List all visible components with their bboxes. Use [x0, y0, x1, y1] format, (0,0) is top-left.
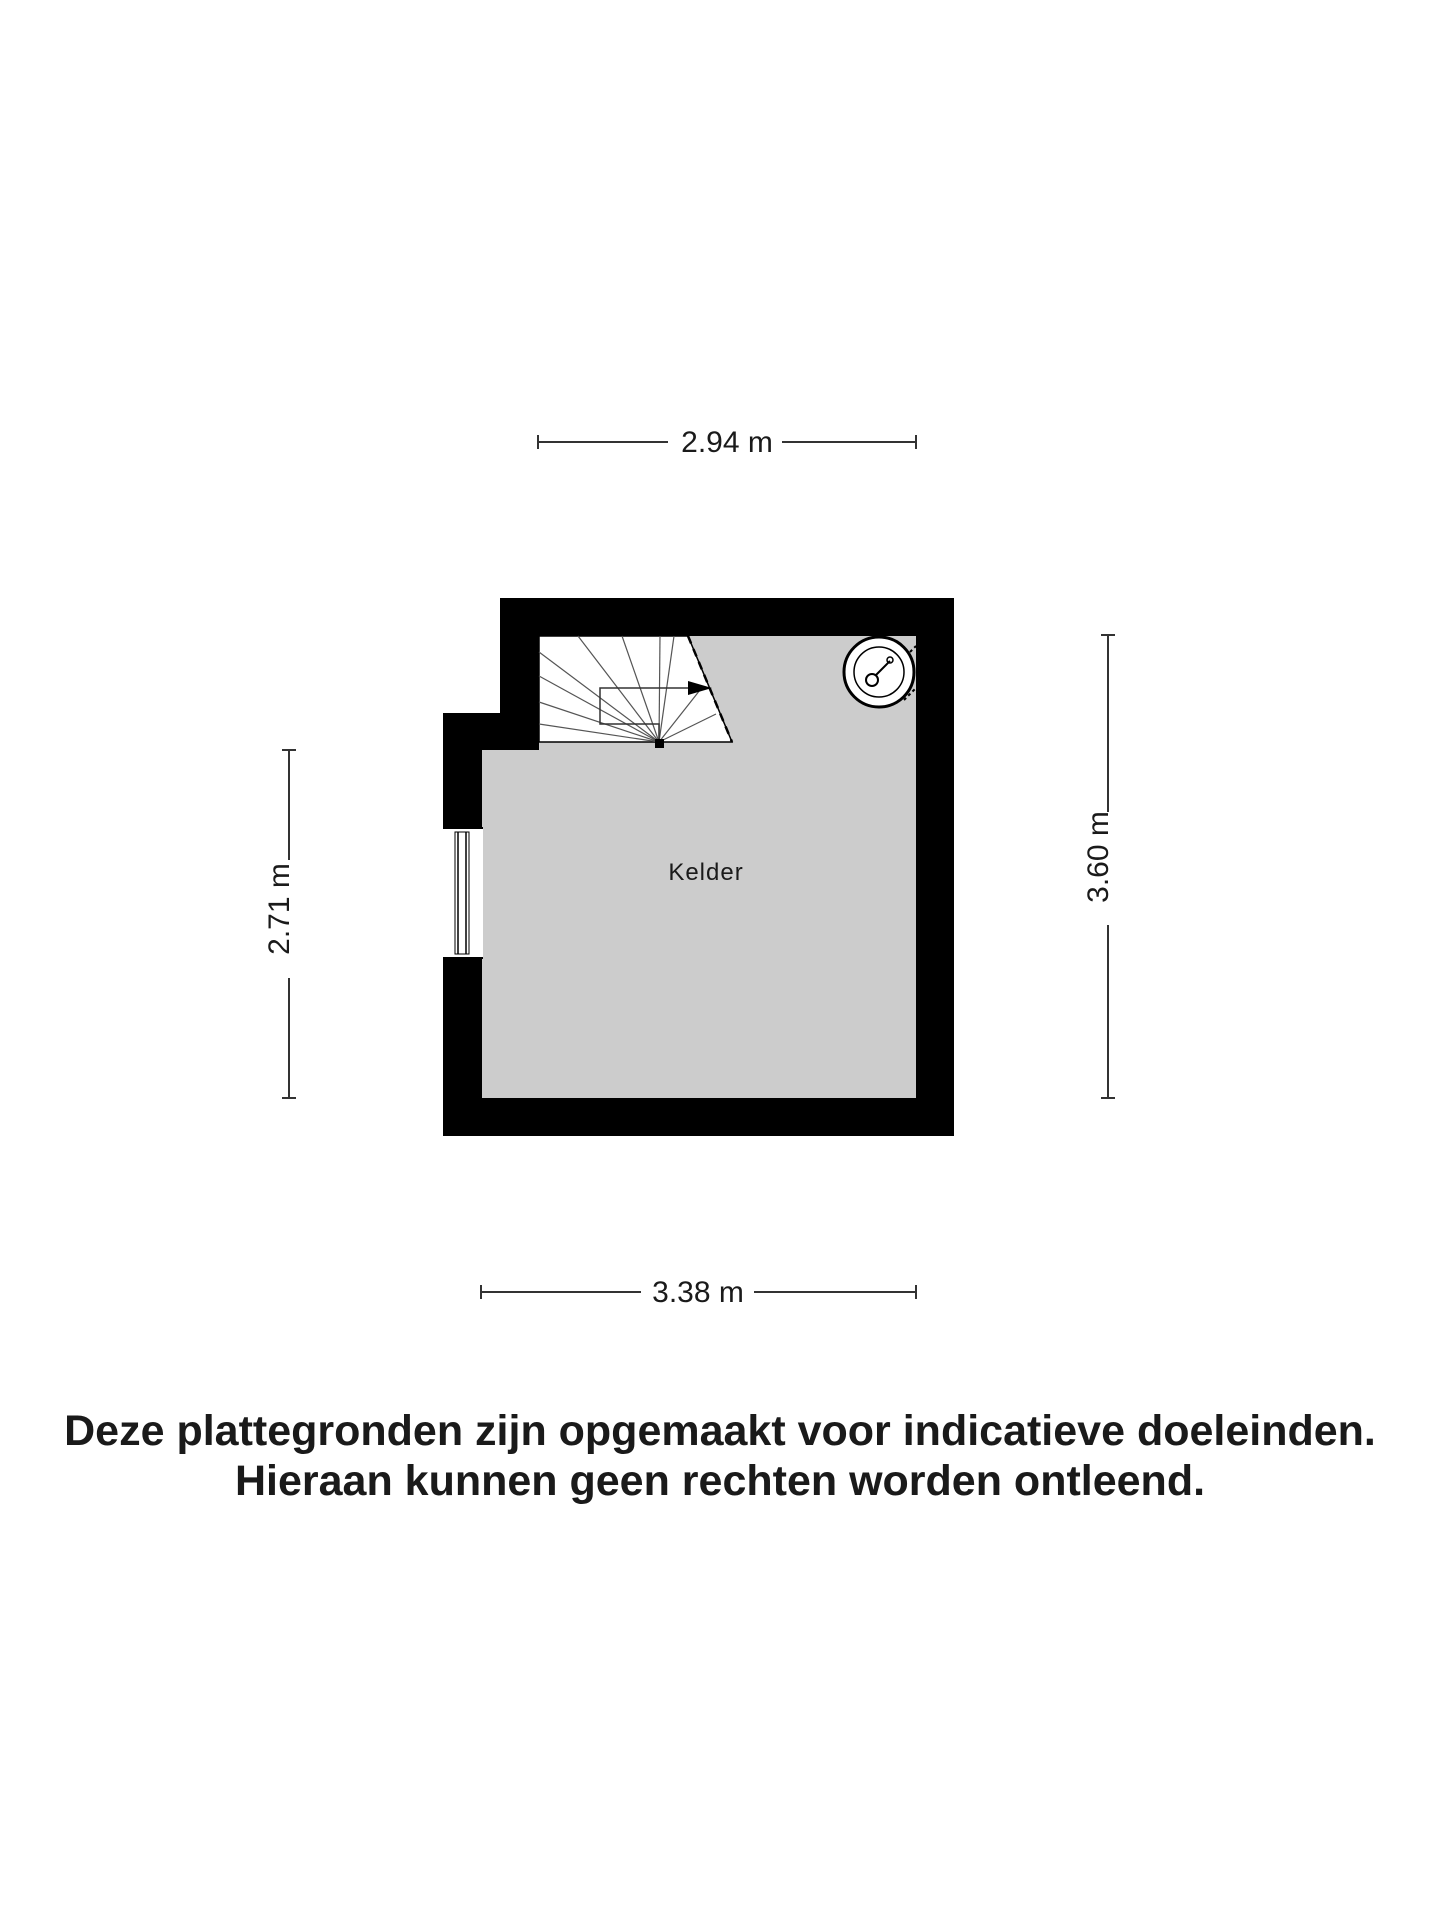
- dimension-left: [263, 750, 296, 1098]
- dimension-bottom-label: 3.38 m: [652, 1276, 744, 1309]
- dimension-top-label: 2.94 m: [681, 426, 773, 459]
- dimension-bottom: [481, 1276, 916, 1309]
- dimension-top: [538, 426, 916, 459]
- disclaimer-line-1: Deze plattegronden zijn opgemaakt voor indicatieve doeleinden.: [64, 1407, 1376, 1455]
- window: [443, 828, 483, 958]
- boiler-icon: [844, 637, 916, 707]
- dimension-right: [1082, 635, 1115, 1098]
- dimension-left-label: 2.71 m: [263, 863, 296, 955]
- dimension-right-label: 3.60 m: [1082, 811, 1115, 903]
- room-label: Kelder: [668, 859, 744, 886]
- disclaimer-line-2: Hieraan kunnen geen rechten worden ontleend.: [234, 1457, 1206, 1505]
- stair-start-marker: [655, 739, 664, 748]
